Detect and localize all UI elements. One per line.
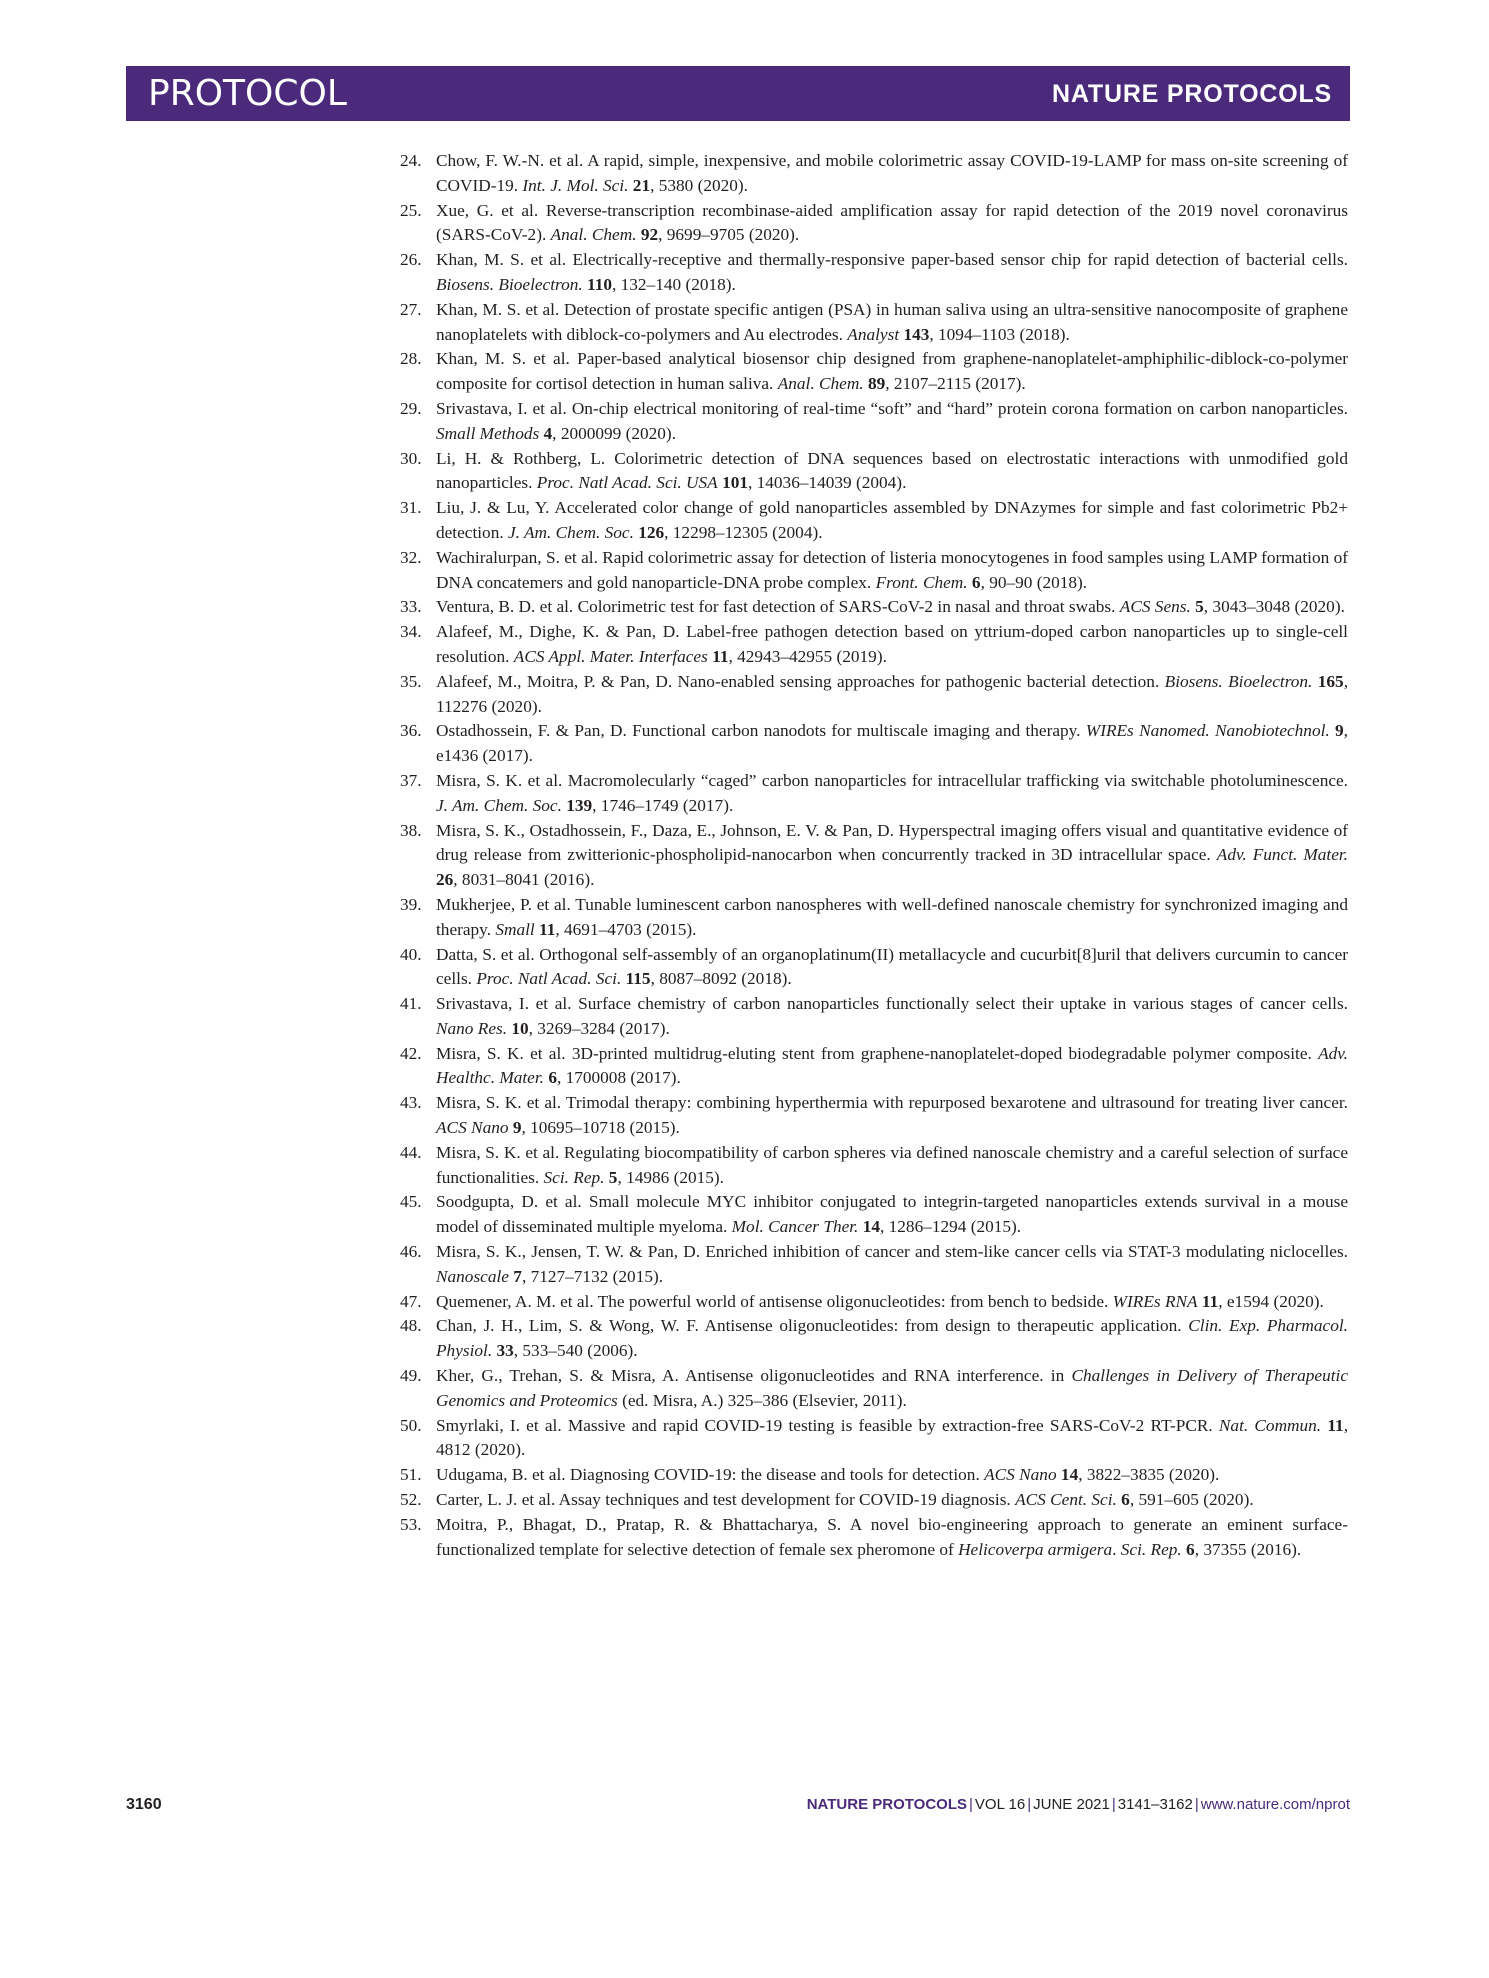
reference-text: , 2000099 (2020). xyxy=(552,423,677,443)
reference-journal: ACS Nano xyxy=(436,1118,509,1138)
reference-item xyxy=(400,1414,1348,1464)
reference-volume: 5 xyxy=(1195,597,1204,617)
reference-journal: Nanoscale xyxy=(436,1266,509,1286)
reference-text: (ed. Misra, A.) 325–386 (Elsevier, 2011). xyxy=(617,1390,907,1410)
reference-item xyxy=(400,149,1348,199)
reference-journal: WIREs RNA xyxy=(1112,1291,1198,1311)
reference-item xyxy=(400,1091,1348,1141)
reference-item xyxy=(400,670,1348,720)
reference-journal: ACS Cent. Sci. xyxy=(1015,1490,1117,1510)
reference-item xyxy=(400,819,1348,893)
reference-journal: WIREs Nanomed. Nanobiotechnol. xyxy=(1085,721,1330,741)
reference-text: Liu, J. & Lu, Y. Accelerated color change of gold nanoparticles assembled by DNAzymes for simple and fast colorimetric Pb2+ detection. xyxy=(436,498,1348,542)
reference-text: , 90–90 (2018). xyxy=(980,572,1088,592)
footer-volume: VOL 16 xyxy=(974,1796,1026,1813)
reference-item xyxy=(400,1141,1348,1191)
reference-text: Khan, M. S. et al. Electrically-receptive and thermally-responsive paper-based sensor chip for rapid detection of bacterial cells. xyxy=(436,250,1348,270)
reference-volume: 14 xyxy=(862,1217,880,1237)
reference-journal: Proc. Natl Acad. Sci. xyxy=(476,969,622,989)
reference-list xyxy=(400,149,1348,1562)
reference-text: Khan, M. S. et al. Detection of prostate specific antigen (PSA) in human saliva using an ultra-sensitive nanocomposite of graphene nanoplatelets with diblock-co-polymers and Au electrodes. xyxy=(436,299,1348,344)
reference-number: 34. xyxy=(400,622,422,642)
reference-number: 53. xyxy=(400,1514,422,1534)
reference-item xyxy=(400,620,1348,670)
reference-text: , e1436 (2017). xyxy=(436,721,1348,766)
reference-number: 35. xyxy=(400,671,422,691)
reference-text: , 4691–4703 (2015). xyxy=(555,919,697,939)
reference-journal: Anal. Chem. xyxy=(550,225,637,245)
reference-number: 26. xyxy=(400,250,422,270)
reference-number: 33. xyxy=(400,597,422,617)
reference-item xyxy=(400,248,1348,298)
reference-journal: Adv. Funct. Mater. xyxy=(1216,845,1348,865)
reference-text: Misra, S. K., Jensen, T. W. & Pan, D. Enriched inhibition of cancer and stem-like cancer cells via STAT-3 modulating niclocelles. xyxy=(436,1242,1348,1262)
reference-number: 28. xyxy=(400,349,422,369)
reference-text: , 1094–1103 (2018). xyxy=(929,324,1070,344)
reference-text: , 9699–9705 (2020). xyxy=(658,225,800,245)
reference-item xyxy=(400,1513,1348,1563)
reference-text: , 2107–2115 (2017). xyxy=(885,374,1026,394)
reference-number: 36. xyxy=(400,721,422,741)
reference-text: , 7127–7132 (2015). xyxy=(521,1266,664,1286)
reference-text: , 14986 (2015). xyxy=(617,1167,724,1187)
reference-journal: Front. Chem. xyxy=(875,572,968,592)
reference-volume: 10 xyxy=(511,1018,529,1038)
reference-item xyxy=(400,943,1348,993)
reference-text: Misra, S. K. et al. 3D-printed multidrug-eluting stent from graphene-nanoplatelet-doped biodegradable polymer composite. xyxy=(436,1043,1319,1063)
reference-text: Chan, J. H., Lim, S. & Wong, W. F. Antisense oligonucleotides: from design to therapeutic application. xyxy=(436,1316,1189,1336)
reference-item xyxy=(400,347,1348,397)
reference-text: Mukherjee, P. et al. Tunable luminescent carbon nanospheres with well-defined nanoscale chemistry for synchronized imaging and therapy. xyxy=(436,894,1348,939)
reference-text: Soodgupta, D. et al. Small molecule MYC inhibitor conjugated to integrin-targeted nanoparticles extends survival in a mouse model of disseminated multiple myeloma. xyxy=(436,1192,1348,1237)
reference-item xyxy=(400,769,1348,819)
reference-text: , 3043–3048 (2020). xyxy=(1203,597,1345,617)
reference-journal: Analyst xyxy=(847,324,900,344)
reference-volume: 110 xyxy=(587,274,612,294)
reference-text: Xue, G. et al. Reverse-transcription recombinase-aided amplification assay for rapid detection of the 2019 novel coronavirus (SARS-CoV-2). xyxy=(436,200,1348,245)
reference-text: Misra, S. K. et al. Trimodal therapy: combining hyperthermia with repurposed bexarotene and ultrasound for treating liver cancer. xyxy=(436,1093,1348,1113)
reference-text: Ventura, B. D. et al. Colorimetric test for fast detection of SARS-CoV-2 in nasal and throat swabs. xyxy=(436,597,1120,617)
reference-number: 29. xyxy=(400,398,422,418)
reference-journal: Nano Res. xyxy=(436,1018,508,1038)
reference-number: 38. xyxy=(400,820,422,840)
reference-journal: Clin. Exp. Pharmacol. Physiol. xyxy=(436,1316,1348,1361)
reference-text: , e1594 (2020). xyxy=(1218,1291,1324,1311)
reference-item xyxy=(400,447,1348,497)
reference-number: 52. xyxy=(400,1490,422,1510)
reference-number: 41. xyxy=(400,994,422,1014)
reference-journal: ACS Sens. xyxy=(1119,597,1191,617)
reference-number: 39. xyxy=(400,894,422,914)
reference-volume: 11 xyxy=(1327,1415,1344,1435)
reference-number: 42. xyxy=(400,1043,422,1063)
reference-volume: 6 xyxy=(971,572,981,592)
reference-volume: 143 xyxy=(903,324,930,344)
reference-item xyxy=(400,893,1348,943)
reference-text: Misra, S. K. et al. Regulating biocompatibility of carbon spheres via defined nanoscale chemistry and a careful selection of surface functionalities. xyxy=(436,1142,1348,1187)
reference-journal: Biosens. Bioelectron. xyxy=(1164,671,1313,691)
page-number: 3160 xyxy=(126,1796,162,1813)
reference-number: 25. xyxy=(400,200,422,220)
reference-journal: Mol. Cancer Ther. xyxy=(731,1217,859,1237)
reference-text: , 132–140 (2018). xyxy=(612,274,736,294)
reference-text: , 4812 (2020). xyxy=(436,1415,1349,1460)
reference-text: Li, H. & Rothberg, L. Colorimetric detection of DNA sequences based on electrostatic interactions with unmodified gold nanoparticles. xyxy=(436,448,1348,493)
reference-volume: 89 xyxy=(867,374,886,394)
reference-item xyxy=(400,1240,1348,1290)
reference-volume: 7 xyxy=(513,1266,522,1286)
footer-pages: 3141–3162 xyxy=(1117,1796,1193,1813)
reference-text: , 112276 (2020). xyxy=(436,671,1349,716)
reference-journal: ACS Nano xyxy=(984,1465,1057,1485)
reference-journal: Small xyxy=(495,919,535,939)
reference-number: 31. xyxy=(400,498,422,518)
reference-volume: 6 xyxy=(548,1068,557,1088)
reference-item xyxy=(400,595,1348,620)
reference-number: 37. xyxy=(400,770,422,790)
reference-item xyxy=(400,1190,1348,1240)
reference-volume: 21 xyxy=(632,175,651,195)
reference-text: . xyxy=(1112,1539,1121,1559)
reference-text: Srivastava, I. et al. On-chip electrical monitoring of real-time “soft” and “hard” protein corona formation on carbon nanoparticles. xyxy=(436,398,1348,418)
reference-text: Alafeef, M., Moitra, P. & Pan, D. Nano-enabled sensing approaches for pathogenic bacterial detection. xyxy=(436,671,1165,691)
reference-volume: 11 xyxy=(712,646,729,666)
reference-item xyxy=(400,719,1348,769)
reference-journal: Challenges in Delivery of Therapeutic Genomics and Proteomics xyxy=(436,1366,1348,1410)
reference-volume: 14 xyxy=(1060,1465,1079,1485)
reference-text: , 1700008 (2017). xyxy=(556,1068,681,1088)
reference-text: , 591–605 (2020). xyxy=(1129,1490,1254,1510)
reference-volume: 26 xyxy=(436,870,454,890)
footer-journal: NATURE PROTOCOLS xyxy=(806,1796,968,1813)
reference-text: Quemener, A. M. et al. The powerful world of antisense oligonucleotides: from bench to bedside. xyxy=(436,1291,1113,1311)
reference-journal: Proc. Natl Acad. Sci. USA xyxy=(536,473,718,493)
journal-name: NATURE PROTOCOLS xyxy=(1052,80,1332,108)
reference-number: 43. xyxy=(400,1093,422,1113)
reference-text: Moitra, P., Bhagat, D., Pratap, R. & Bhattacharya, S. A novel bio-engineering approach to generate an eminent surface-functionalized template for selective detection of female sex pheromone of xyxy=(436,1514,1348,1559)
reference-text: Chow, F. W.-N. et al. A rapid, simple, inexpensive, and mobile colorimetric assay COVID-19-LAMP for mass on-site screening of COVID-19. xyxy=(436,151,1348,195)
reference-number: 40. xyxy=(400,944,422,964)
reference-item xyxy=(400,1463,1348,1488)
header-bar xyxy=(126,66,1350,121)
reference-item xyxy=(400,199,1348,249)
reference-journal: Helicoverpa armigera xyxy=(958,1539,1113,1559)
reference-volume: 11 xyxy=(1201,1291,1219,1311)
reference-volume: 92 xyxy=(640,225,659,245)
reference-item xyxy=(400,546,1348,596)
reference-text: , 8087–8092 (2018). xyxy=(650,969,792,989)
reference-item xyxy=(400,1290,1348,1315)
reference-item xyxy=(400,992,1348,1042)
reference-number: 32. xyxy=(400,547,422,567)
reference-volume: 33 xyxy=(496,1341,514,1361)
reference-text: , 42943–42955 (2019). xyxy=(728,646,887,666)
reference-text: , 12298–12305 (2004). xyxy=(664,522,823,542)
reference-number: 46. xyxy=(400,1242,422,1262)
reference-volume: 4 xyxy=(543,423,553,443)
footer-url[interactable]: www.nature.com/nprot xyxy=(1200,1796,1350,1813)
reference-number: 45. xyxy=(400,1192,422,1212)
reference-number: 44. xyxy=(400,1142,422,1162)
reference-text: , 1746–1749 (2017). xyxy=(592,795,734,815)
reference-journal: Small Methods xyxy=(436,423,540,443)
reference-journal: Biosens. Bioelectron. xyxy=(436,274,583,294)
reference-item xyxy=(400,496,1348,546)
reference-number: 50. xyxy=(400,1415,422,1435)
reference-volume: 6 xyxy=(1121,1490,1130,1510)
reference-item xyxy=(400,298,1348,348)
reference-journal: Adv. Healthc. Mater. xyxy=(436,1043,1348,1088)
reference-item xyxy=(400,1364,1348,1414)
reference-text: , 3822–3835 (2020). xyxy=(1078,1465,1220,1485)
reference-text: , 533–540 (2006). xyxy=(513,1341,638,1361)
reference-text: Khan, M. S. et al. Paper-based analytical biosensor chip designed from graphene-nanoplatelet-amphiphilic-diblock-co-polymer composite for cortisol detection in human saliva. xyxy=(436,349,1348,394)
reference-text: , 37355 (2016). xyxy=(1194,1539,1302,1559)
reference-volume: 101 xyxy=(722,473,748,493)
reference-text: Misra, S. K. et al. Macromolecularly “caged” carbon nanoparticles for intracellular trafficking via switchable photoluminescence. xyxy=(436,770,1348,790)
reference-volume: 9 xyxy=(1335,721,1344,741)
reference-journal: Int. J. Mol. Sci. xyxy=(522,175,629,195)
reference-text: , 14036–14039 (2004). xyxy=(747,473,907,493)
reference-volume: 6 xyxy=(1186,1539,1195,1559)
reference-item xyxy=(400,1314,1348,1364)
reference-text: , 1286–1294 (2015). xyxy=(880,1217,1022,1237)
reference-text: , 8031–8041 (2016). xyxy=(453,870,595,890)
reference-item xyxy=(400,1488,1348,1513)
reference-text: , 5380 (2020). xyxy=(650,175,748,195)
reference-number: 48. xyxy=(400,1316,422,1336)
reference-volume: 5 xyxy=(608,1167,618,1187)
reference-text: Ostadhossein, F. & Pan, D. Functional carbon nanodots for multiscale imaging and therapy. xyxy=(436,721,1086,741)
reference-text: , 3269–3284 (2017). xyxy=(528,1018,670,1038)
reference-text: Udugama, B. et al. Diagnosing COVID-19: the disease and tools for detection. xyxy=(436,1465,985,1485)
reference-text: Alafeef, M., Dighe, K. & Pan, D. Label-free pathogen detection based on yttrium-doped carbon nanoparticles up to single-cell resolution. xyxy=(436,622,1348,666)
reference-volume: 115 xyxy=(625,969,651,989)
section-label: PROTOCOL xyxy=(148,73,347,114)
reference-text: Wachiralurpan, S. et al. Rapid colorimetric assay for detection of listeria monocytogenes in food samples using LAMP formation of DNA concatemers and gold nanoparticle-DNA probe complex. xyxy=(436,547,1348,592)
reference-journal: Sci. Rep. xyxy=(1120,1539,1182,1559)
reference-volume: 165 xyxy=(1317,671,1344,691)
reference-journal: Sci. Rep. xyxy=(543,1167,605,1187)
reference-volume: 9 xyxy=(512,1118,522,1138)
reference-text: , 10695–10718 (2015). xyxy=(521,1118,680,1138)
reference-journal: ACS Appl. Mater. Interfaces xyxy=(513,646,708,666)
reference-volume: 139 xyxy=(566,795,593,815)
reference-number: 30. xyxy=(400,448,422,468)
reference-number: 24. xyxy=(400,151,422,170)
reference-journal: Anal. Chem. xyxy=(777,374,864,394)
reference-journal: Nat. Commun. xyxy=(1218,1415,1322,1435)
reference-text: Smyrlaki, I. et al. Massive and rapid COVID-19 testing is feasible by extraction-free SARS-CoV-2 RT-PCR. xyxy=(436,1415,1219,1435)
reference-journal: J. Am. Chem. Soc. xyxy=(507,522,634,542)
footer-citation: NATURE PROTOCOLS | VOL 16 | JUNE 2021 | 3141–3162 | www.nature.com/nprot xyxy=(806,1796,1350,1813)
reference-number: 27. xyxy=(400,299,422,319)
reference-text: Carter, L. J. et al. Assay techniques and test development for COVID-19 diagnosis. xyxy=(436,1490,1016,1510)
reference-item xyxy=(400,397,1348,447)
reference-text: Kher, G., Trehan, S. & Misra, A. Antisense oligonucleotides and RNA interference. in xyxy=(436,1366,1072,1386)
reference-number: 51. xyxy=(400,1465,422,1485)
reference-number: 49. xyxy=(400,1366,422,1386)
reference-text: Srivastava, I. et al. Surface chemistry of carbon nanoparticles functionally select their uptake in various stages of cancer cells. xyxy=(436,994,1348,1014)
reference-journal: J. Am. Chem. Soc. xyxy=(436,795,562,815)
footer-date: JUNE 2021 xyxy=(1033,1796,1110,1813)
reference-volume: 126 xyxy=(638,522,665,542)
reference-item xyxy=(400,1042,1348,1092)
reference-volume: 11 xyxy=(539,919,556,939)
reference-number: 47. xyxy=(400,1291,422,1311)
reference-text: Datta, S. et al. Orthogonal self-assembly of an organoplatinum(II) metallacycle and cucurbit[8]uril that delivers curcumin to cancer cells. xyxy=(436,944,1348,989)
reference-text: Misra, S. K., Ostadhossein, F., Daza, E., Johnson, E. V. & Pan, D. Hyperspectral imaging offers visual and quantitative evidence of drug release from zwitterionic-phospholipid-nanocarbon when concurrently tracked in 3D intracellular space. xyxy=(436,820,1348,865)
